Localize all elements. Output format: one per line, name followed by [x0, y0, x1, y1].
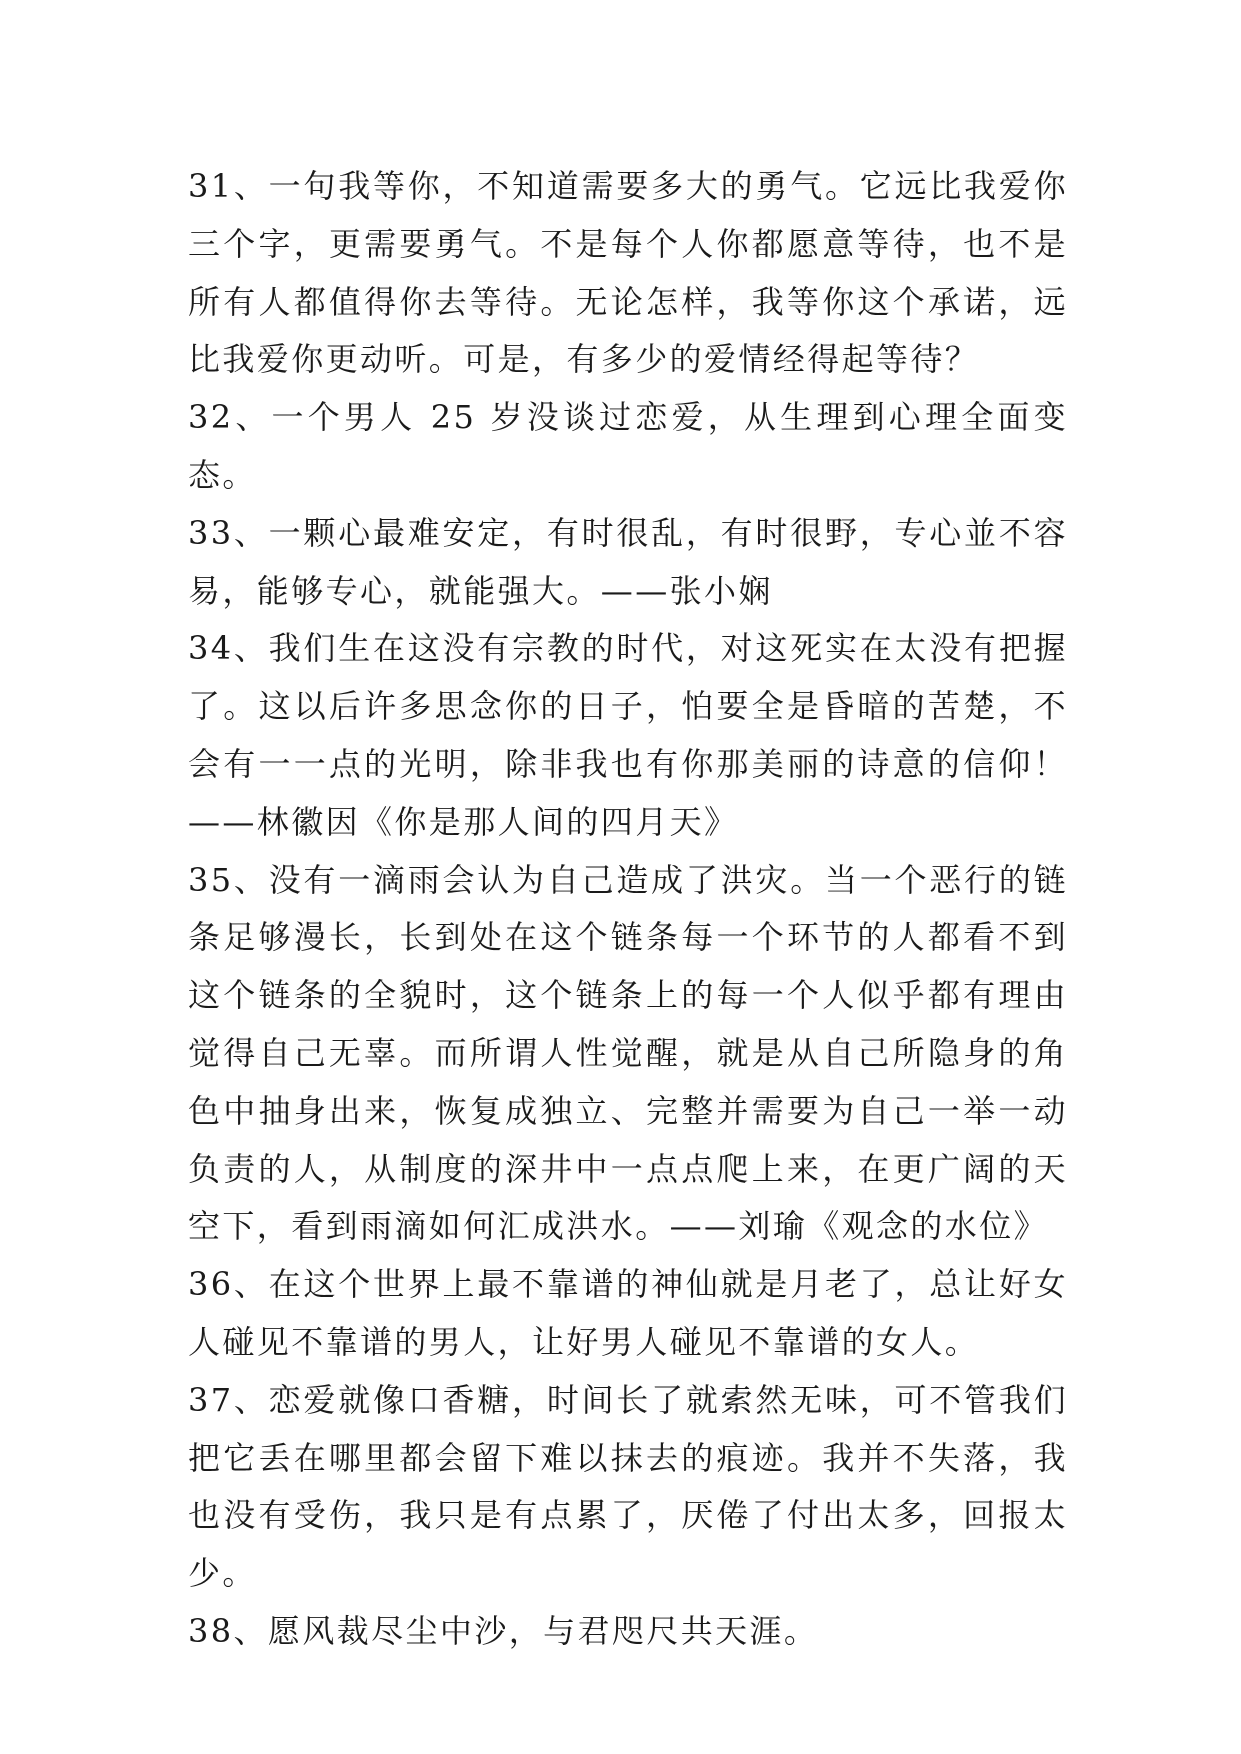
paragraph-35: 35、没有一滴雨会认为自己造成了洪灾。当一个恶行的链条足够漫长，长到处在这个链条每一个环节的人都看不到这个链条的全貌时，这个链条上的每一个人似乎都有理由觉得自己无辜。而所谓人性觉醒，就是从自己所隐身的角色中抽身出来，恢复成独立、完整并需要为自己一举一动负责的人，从制度的深井中一点点爬上来，在更广阔的天空下，看到雨滴如何汇成洪水。——刘瑜《观念的水位》 — [188, 860, 1068, 1246]
paragraph-34: 34、我们生在这没有宗教的时代，对这死实在太没有把握了。这以后许多思念你的日子，怕要全是昏暗的苦楚，不会有一一点的光明，除非我也有你那美丽的诗意的信仰！——林徽因《你是那人间的四月天》 — [188, 629, 1068, 841]
paragraph-32: 32、一个男人 25 岁没谈过恋爱，从生理到心理全面变态。 — [188, 398, 1068, 494]
paragraph-36: 36、在这个世界上最不靠谱的神仙就是月老了，总让好女人碰见不靠谱的男人，让好男人碰见不靠谱的女人。 — [188, 1265, 1068, 1361]
paragraph-37: 37、恋爱就像口香糖，时间长了就索然无味，可不管我们把它丢在哪里都会留下难以抹去的痕迹。我并不失落，我也没有受伤，我只是有点累了，厌倦了付出太多，回报太少。 — [188, 1380, 1068, 1593]
document-body — [188, 158, 1068, 1661]
paragraph-38: 38、愿风裁尽尘中沙，与君咫尺共天涯。 — [188, 1611, 819, 1650]
paragraph-33: 33、一颗心最难安定，有时很乱，有时很野，专心並不容易，能够专心，就能强大。——张小娴 — [188, 513, 1068, 610]
paragraph-31: 31、一句我等你，不知道需要多大的勇气。它远比我爱你三个字，更需要勇气。不是每个人你都愿意等待，也不是所有人都值得你去等待。无论怎样，我等你这个承诺，远比我爱你更动听。可是，有多少的爱情经得起等待？ — [188, 167, 1068, 379]
